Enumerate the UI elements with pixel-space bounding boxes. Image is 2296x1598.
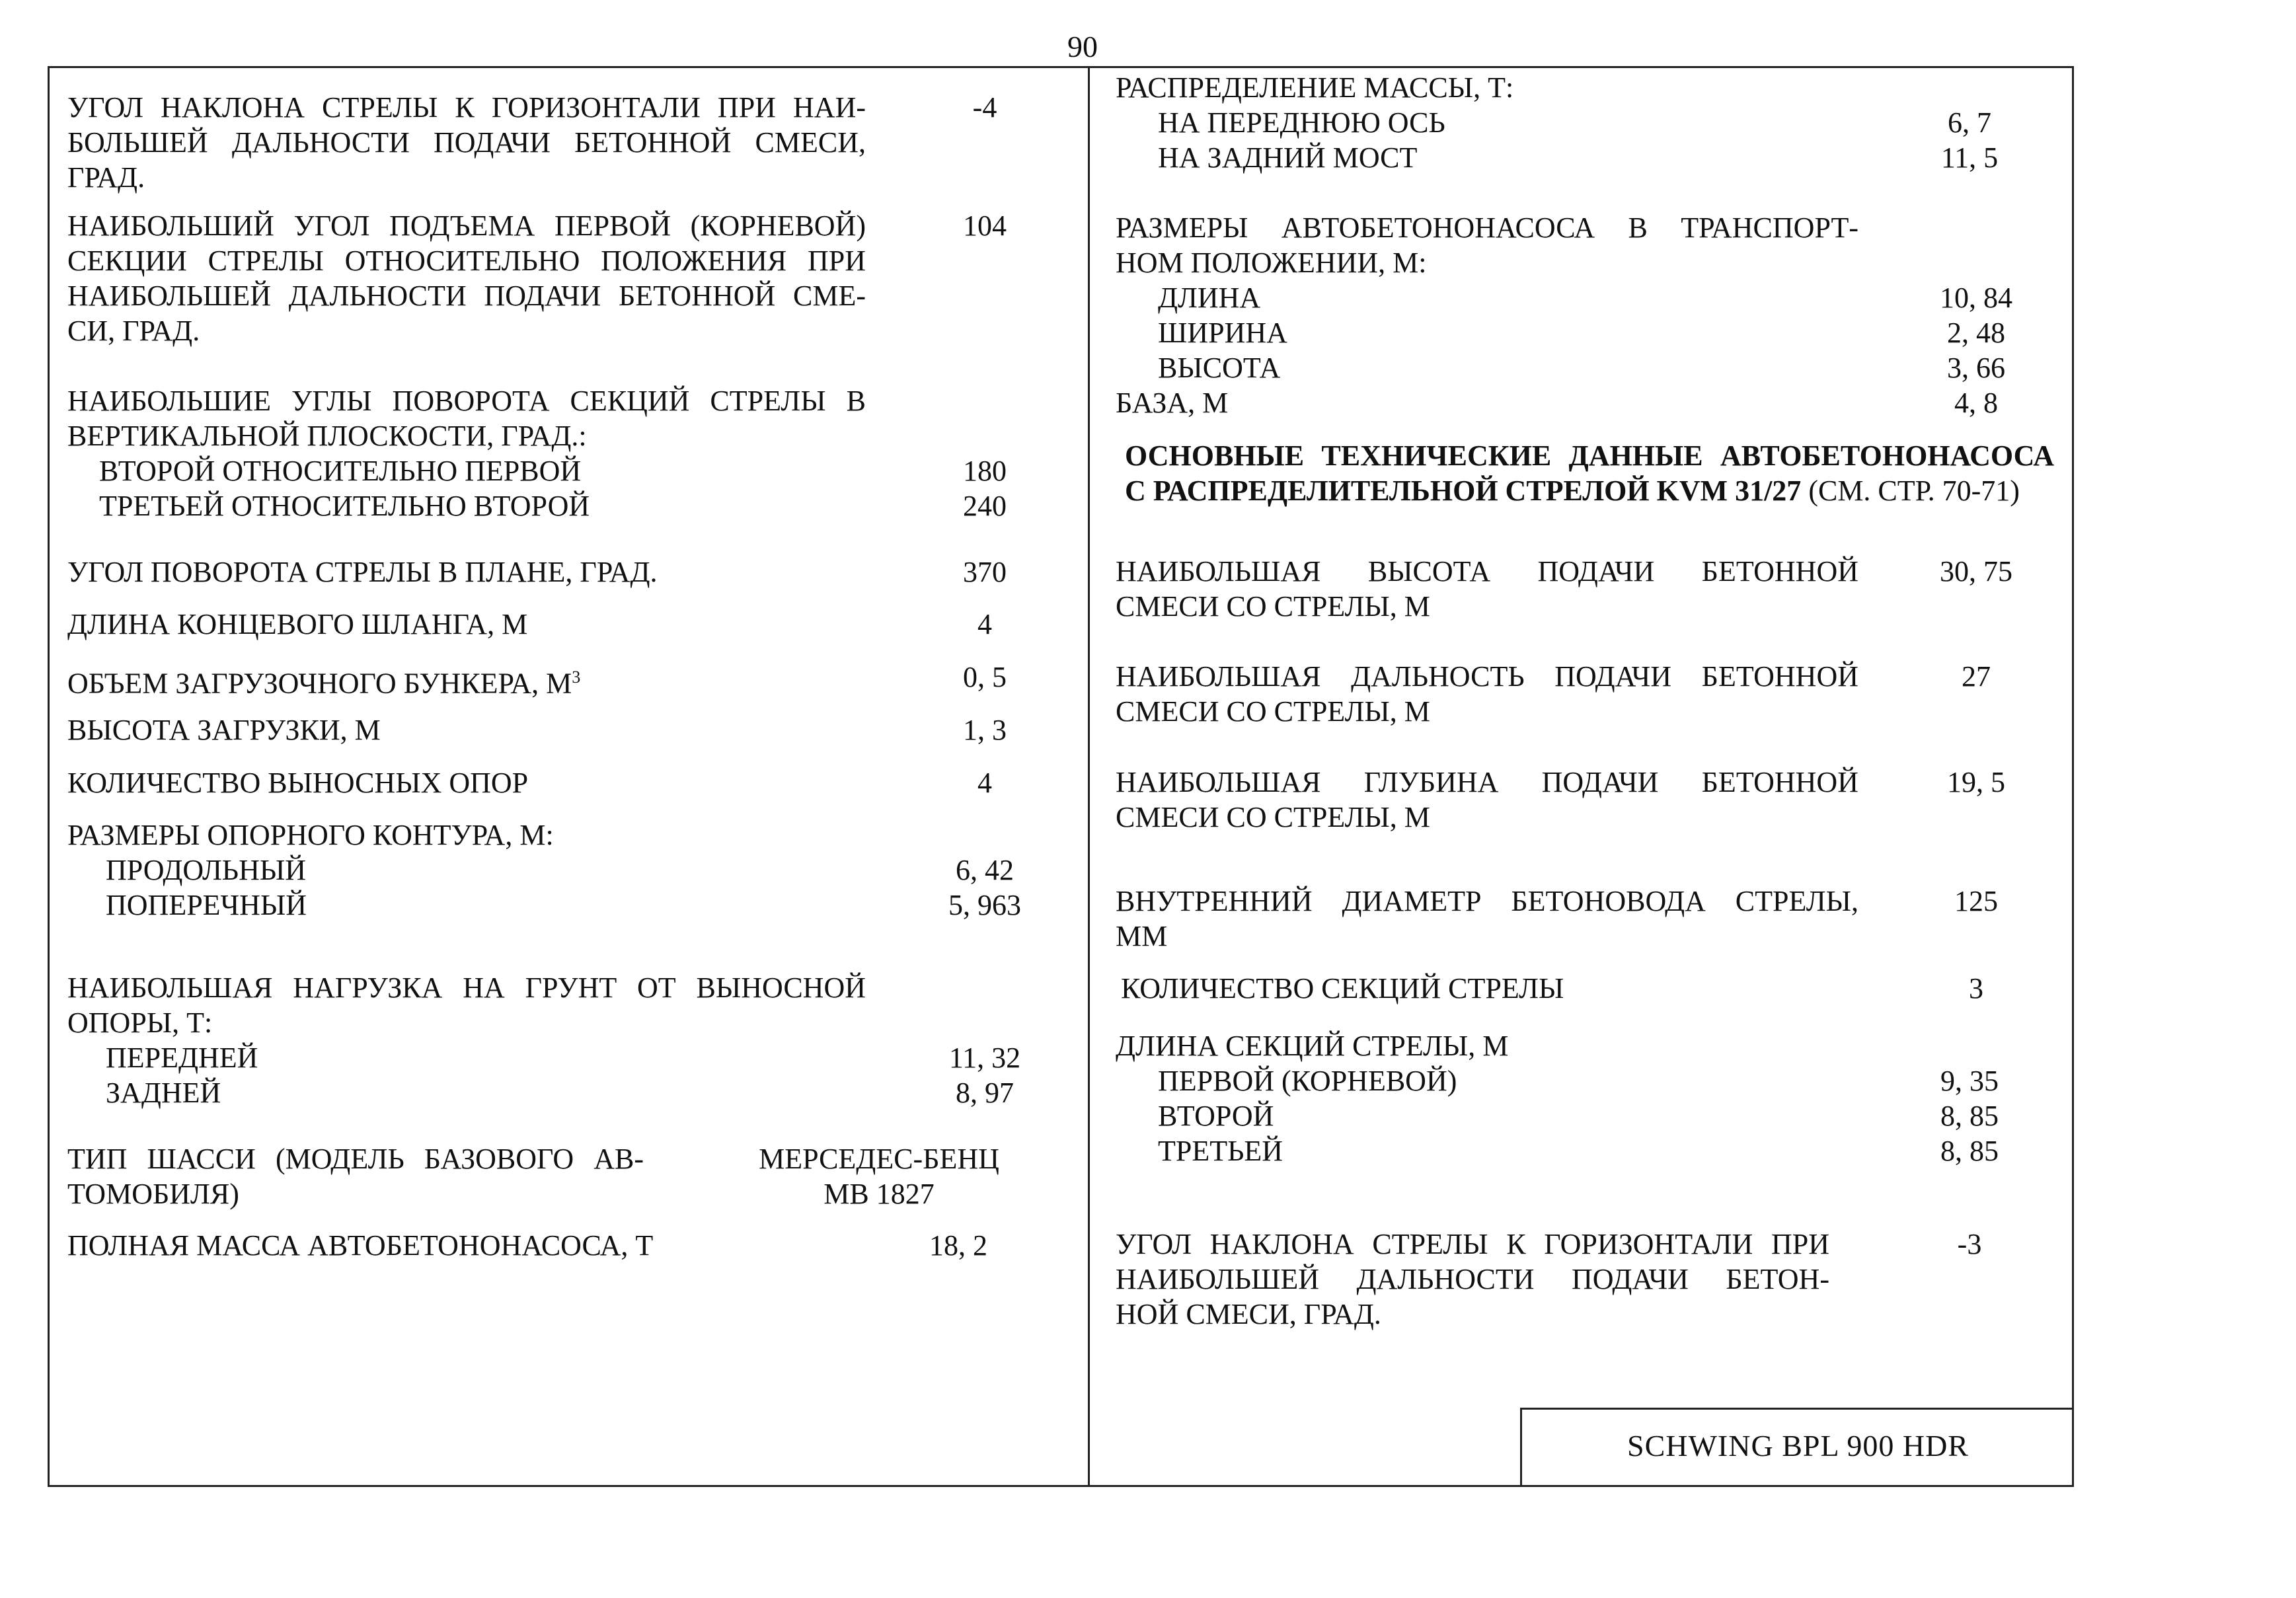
spec-label: НАИБОЛЬШИЕ УГЛЫ ПОВОРОТА СЕКЦИЙ СТРЕЛЫ В [67, 385, 866, 417]
spec-label: ТРЕТЬЕЙ [1158, 1135, 1283, 1167]
spec-label: СМЕСИ СО СТРЕЛЫ, М [1116, 590, 1430, 623]
spec-label: ММ [1116, 920, 1168, 952]
spec-value: 30, 75 [1940, 555, 2012, 588]
section-heading-bold: С РАСПРЕДЕЛИТЕЛЬНОЙ СТРЕЛОЙ KVM 31/27 [1125, 475, 1802, 507]
spec-label: ПЕРЕДНЕЙ [106, 1042, 258, 1074]
spec-value: 10, 84 [1940, 282, 2012, 314]
spec-label: ЗАДНЕЙ [106, 1077, 221, 1109]
spec-label: НАИБОЛЬШЕЙ ДАЛЬНОСТИ ПОДАЧИ БЕТОН- [1116, 1263, 1829, 1295]
spec-value: МЕРСЕДЕС-БЕНЦ [759, 1143, 999, 1175]
spec-label: ШИРИНА [1158, 317, 1287, 349]
spec-value: 6, 42 [956, 854, 1014, 886]
page-reference: (СМ. СТР. 70-71) [1801, 475, 2020, 507]
spec-label: НОМ ПОЛОЖЕНИИ, М: [1116, 247, 1427, 279]
spec-label: НАИБОЛЬШАЯ ГЛУБИНА ПОДАЧИ БЕТОННОЙ [1116, 766, 1858, 798]
spec-label: ТОМОБИЛЯ) [67, 1178, 239, 1210]
spec-value: -3 [1957, 1228, 1982, 1260]
spec-label [67, 660, 580, 701]
superscript: 3 [572, 667, 581, 687]
spec-label: ГРАД. [67, 161, 145, 194]
spec-value: 19, 5 [1947, 766, 2005, 798]
spec-value: 8, 85 [1940, 1135, 1999, 1167]
spec-label: ПЕРВОЙ (КОРНЕВОЙ) [1158, 1065, 1457, 1097]
spec-value: 3, 66 [1947, 352, 2005, 384]
spec-label: НОЙ СМЕСИ, ГРАД. [1116, 1298, 1381, 1330]
spec-label: ПРОДОЛЬНЫЙ [106, 854, 306, 886]
spec-value: МВ 1827 [823, 1178, 935, 1210]
spec-label: НАИБОЛЬШЕЙ ДАЛЬНОСТИ ПОДАЧИ БЕТОННОЙ СМЕ- [67, 280, 866, 312]
spec-label: ВНУТРЕННИЙ ДИАМЕТР БЕТОНОВОДА СТРЕЛЫ, [1116, 885, 1858, 917]
spec-value: 4, 8 [1954, 387, 1998, 419]
spec-label: УГОЛ НАКЛОНА СТРЕЛЫ К ГОРИЗОНТАЛИ ПРИ [1116, 1228, 1829, 1260]
spec-label: БАЗА, М [1116, 387, 1229, 419]
spec-value: 18, 2 [929, 1229, 987, 1262]
spec-value: 8, 85 [1940, 1100, 1999, 1132]
section-heading: ОСНОВНЫЕ ТЕХНИЧЕСКИЕ ДАННЫЕ АВТОБЕТОНОНАСОСА [1125, 439, 2054, 472]
spec-value: 180 [963, 455, 1007, 487]
spec-label: ДЛИНА СЕКЦИЙ СТРЕЛЫ, М [1116, 1030, 1509, 1062]
spec-label: ВТОРОЙ [1158, 1100, 1274, 1132]
spec-label: ТРЕТЬЕЙ ОТНОСИТЕЛЬНО ВТОРОЙ [99, 490, 590, 522]
page-number: 90 [1067, 30, 1098, 63]
section-heading [1125, 473, 2020, 508]
spec-label: НА ЗАДНИЙ МОСТ [1158, 141, 1418, 174]
spec-label: СИ, ГРАД. [67, 315, 200, 347]
spec-label: ОПОРЫ, Т: [67, 1007, 213, 1039]
spec-label: УГОЛ НАКЛОНА СТРЕЛЫ К ГОРИЗОНТАЛИ ПРИ НАИ- [67, 91, 866, 124]
spec-label: НАИБОЛЬШАЯ НАГРУЗКА НА ГРУНТ ОТ ВЫНОСНОЙ [67, 971, 866, 1004]
spec-label: СЕКЦИИ СТРЕЛЫ ОТНОСИТЕЛЬНО ПОЛОЖЕНИЯ ПРИ [67, 245, 866, 277]
column-divider [1088, 66, 1090, 1487]
spec-value: 0, 5 [963, 661, 1007, 693]
spec-value: 370 [963, 556, 1007, 588]
spec-label: ДЛИНА КОНЦЕВОГО ШЛАНГА, М [67, 608, 528, 640]
spec-value: 4 [977, 767, 992, 799]
spec-value: 9, 35 [1940, 1065, 1999, 1097]
spec-value: 1, 3 [963, 714, 1007, 746]
spec-label: НАИБОЛЬШАЯ ДАЛЬНОСТЬ ПОДАЧИ БЕТОННОЙ [1116, 660, 1858, 693]
spec-value: 4 [977, 608, 992, 640]
spec-value: 11, 32 [948, 1042, 1021, 1074]
spec-label: УГОЛ ПОВОРОТА СТРЕЛЫ В ПЛАНЕ, ГРАД. [67, 556, 658, 588]
spec-label: РАСПРЕДЕЛЕНИЕ МАССЫ, Т: [1116, 71, 1514, 104]
spec-label: НА ПЕРЕДНЮЮ ОСЬ [1158, 106, 1445, 139]
spec-label: БОЛЬШЕЙ ДАЛЬНОСТИ ПОДАЧИ БЕТОННОЙ СМЕСИ, [67, 126, 866, 159]
spec-label: ВЕРТИКАЛЬНОЙ ПЛОСКОСТИ, ГРАД.: [67, 420, 587, 452]
model-stamp [1520, 1408, 2074, 1487]
spec-label: ПОПЕРЕЧНЫЙ [106, 889, 307, 921]
spec-label: КОЛИЧЕСТВО ВЫНОСНЫХ ОПОР [67, 767, 529, 799]
spec-label: СМЕСИ СО СТРЕЛЫ, М [1116, 801, 1430, 833]
spec-value: 104 [963, 209, 1007, 242]
spec-value: 6, 7 [1948, 106, 1991, 139]
spec-label: НАИБОЛЬШИЙ УГОЛ ПОДЪЕМА ПЕРВОЙ (КОРНЕВОЙ) [67, 209, 866, 242]
spec-value: 3 [1969, 972, 1983, 1005]
model-name: SCHWING BPL 900 HDR [1627, 1429, 1969, 1463]
spec-value: 8, 97 [956, 1077, 1014, 1109]
spec-value: -4 [972, 91, 997, 124]
spec-label: РАЗМЕРЫ ОПОРНОГО КОНТУРА, М: [67, 819, 554, 851]
spec-label: РАЗМЕРЫ АВТОБЕТОНОНАСОСА В ТРАНСПОРТ- [1116, 211, 1858, 244]
spec-label: СМЕСИ СО СТРЕЛЫ, М [1116, 695, 1430, 728]
spec-value: 11, 5 [1940, 141, 1999, 174]
spec-label: ВЫСОТА [1158, 352, 1281, 384]
spec-value: 5, 963 [948, 889, 1021, 921]
spec-value: 2, 48 [1947, 317, 2005, 349]
spec-value: 27 [1962, 660, 1991, 693]
spec-value: 240 [963, 490, 1007, 522]
spec-label: ПОЛНАЯ МАССА АВТОБЕТОНОНАСОСА, Т [67, 1229, 654, 1262]
spec-label: ТИП ШАССИ (МОДЕЛЬ БАЗОВОГО АВ- [67, 1143, 644, 1175]
spec-value: 125 [1954, 885, 1998, 917]
spec-label: ВЫСОТА ЗАГРУЗКИ, М [67, 714, 381, 746]
spec-label: ВТОРОЙ ОТНОСИТЕЛЬНО ПЕРВОЙ [99, 455, 582, 487]
spec-label: ДЛИНА [1158, 282, 1261, 314]
spec-label-text: ОБЪЕМ ЗАГРУЗОЧНОГО БУНКЕРА, М [67, 667, 572, 700]
spec-label: НАИБОЛЬШАЯ ВЫСОТА ПОДАЧИ БЕТОННОЙ [1116, 555, 1858, 588]
spec-label: КОЛИЧЕСТВО СЕКЦИЙ СТРЕЛЫ [1121, 972, 1564, 1005]
